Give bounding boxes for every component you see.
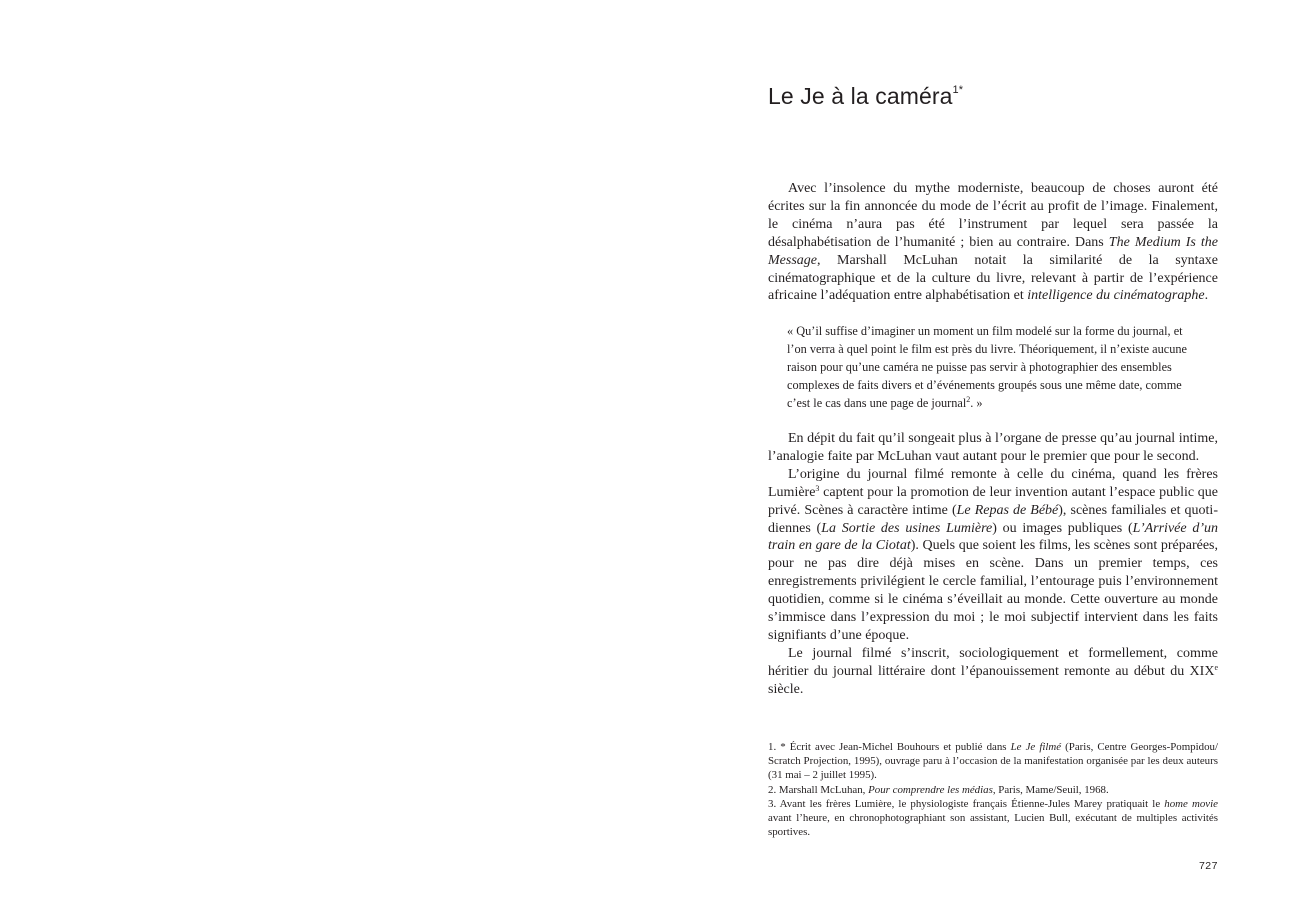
footnote-3-text-cont: avant l’heure, en chronophotographiant son assistant, Lucien Bull, exécutant de multiples activités sportives. <box>768 812 1218 839</box>
footnote-2-text: 2. Marshall McLuhan, <box>768 783 869 796</box>
paragraph-3-text-b: captent pour la promotion de leur invention autant l’espace public que privé. Scènes à caractère intime ( <box>768 484 1218 518</box>
paragraph-4 <box>768 645 1218 699</box>
paragraph-1-end: . <box>1204 288 1209 304</box>
paragraph-1 <box>768 180 1218 305</box>
footnote-3-text: 3. Avant les frères Lumière, le physiologiste français Étienne-Jules Marey pratiquait le <box>768 797 1165 810</box>
body-text-main <box>768 430 1218 699</box>
footnote-1 <box>768 740 1218 783</box>
paragraph-1-text-cont: , Marshall McLuhan notait la similarité de la syntaxe cinématographique et de la culture du livre, relevant à partir de l’expérience africaine l’adéquation entre alphabétisation et <box>768 252 1218 304</box>
footnotes <box>768 740 1218 839</box>
body-text-opening <box>768 180 1218 305</box>
film-title-repas-de-bebe: Le Repas de Bébé <box>956 502 1059 518</box>
block-quote <box>787 322 1200 412</box>
footnote-3-term: home movie <box>1164 797 1218 810</box>
paragraph-3-text-h: ). Quels que soient les films, les scènes sont préparées, pour ne pas dire déjà mises en scène. Dans un premier temps, ces enregistrements privilégient le cercle familial, l’entourage puis l’environnement quotidien, comme si le cinéma s’éveillait au monde. Cette ouverture au monde s’immisce dans l’expression du moi ; le moi subjectif intervient dans les faits signifiants d’une époque. <box>768 538 1218 643</box>
page-number: 727 <box>1198 860 1218 872</box>
chapter-title-text: Le Je à la caméra <box>768 83 953 109</box>
paragraph-3-text-f: ) ou images publiques ( <box>992 520 1133 536</box>
footnote-1-title: Le Je filmé <box>1010 741 1062 753</box>
chapter-title <box>768 78 963 114</box>
quote-end: . » <box>970 396 983 410</box>
film-title-arrivee-d-un-train: L’Arrivée d’un train en gare de la Ciotat <box>768 520 1218 554</box>
paragraph-3 <box>768 466 1218 645</box>
book-title-medium-is-the-message: The Medium Is the Message <box>768 234 1218 268</box>
quote-body: « Qu’il suffise d’imaginer un moment un film modelé sur la forme du journal, et l’on verra à quel point le film est près du livre. Théoriquement, il n’existe aucune raison pour qu’une caméra ne puisse pas servir à photographier des ensembles complexes de faits divers et d’événements groupés sous une même date, comme c’est le cas dans une page de journal <box>787 324 1187 410</box>
footnote-1-text: 1. * Écrit avec Jean-Michel Bouhours et publié dans <box>768 741 1011 753</box>
footnote-2-title: Pour comprendre les médias <box>868 783 993 796</box>
footnote-1-text-cont: (Paris, Centre Georges-Pompidou/ Scratch Projection, 1995), ouvrage paru à l’occasion de la manifestation organisée par les deux auteurs (31 mai – 2 juillet 1995). <box>768 741 1218 782</box>
paragraph-3-text-d: ), scènes familiales et quotidiennes ( <box>768 502 1218 536</box>
chapter-title-footnote-ref: 1* <box>952 84 964 96</box>
phrase-intelligence-du-cinematographe: intelligence du cinématographe <box>1027 288 1205 304</box>
paragraph-4-text: Le journal filmé s’inscrit, sociologiquement et formellement, comme héritier du journal littéraire dont l’épanouissement remonte au début du XIX <box>768 645 1218 679</box>
paragraph-1-text: Avec l’insolence du mythe moderniste, beaucoup de choses auront été écrites sur la fin annoncée du mode de l’écrit au profit de l’image. Finalement, le cinéma n’aura pas été l’instrument par lequel sera passée la désalphabétisation de l’humanité ; bien au contraire. Dans <box>768 181 1218 250</box>
footnote-2-text-cont: , Paris, Mame/Seuil, 1968. <box>992 783 1109 796</box>
century-superscript: e <box>1214 662 1218 672</box>
paragraph-3-text: L’origine du journal filmé remonte à celle du cinéma, quand les frères Lumière <box>768 466 1218 500</box>
footnote-ref-2: 2 <box>966 395 971 404</box>
footnote-2 <box>768 783 1218 797</box>
footnote-ref-3: 3 <box>815 483 820 493</box>
paragraph-2: En dépit du fait qu’il songeait plus à l’organe de presse qu’au journal intime, l’analogie faite par McLuhan vaut autant pour le premier que pour le second. <box>768 431 1218 464</box>
film-title-sortie-des-usines: La Sortie des usines Lumière <box>821 520 993 536</box>
footnote-3 <box>768 797 1218 840</box>
paragraph-4-end: siècle. <box>768 681 804 697</box>
quote-text <box>787 322 1200 412</box>
